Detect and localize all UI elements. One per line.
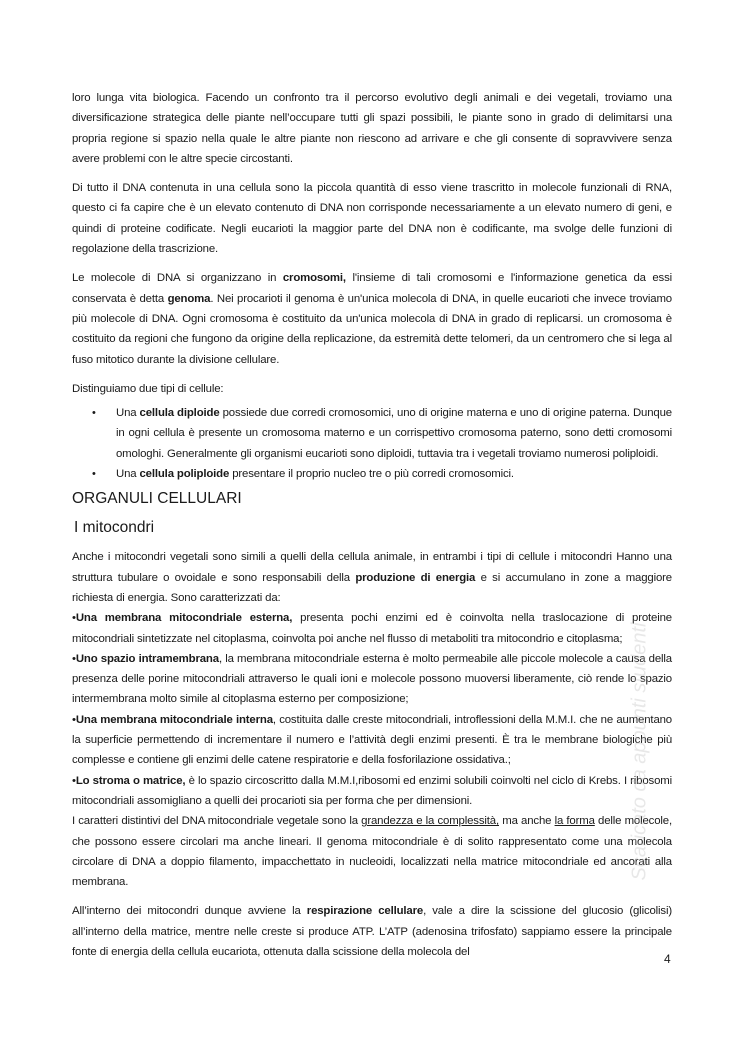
- text-run: All’interno dei mitocondri dunque avviene la: [72, 905, 307, 918]
- text-run: delle molecole, che possono essere circolari ma anche lineari. Il genoma mitocondriale è di solito rappresentato come una molecola circolare di DNA a doppio filamento, impacchettato in nucleoidi, localizzati nella matrice mitocondriale ed ancorati alla membrana.: [72, 815, 672, 889]
- text-run: Una: [116, 468, 140, 481]
- text-run: , la membrana mitocondriale esterna è molto permeabile alle piccole molecole a causa della presenza delle porine mitocondriali attraverso le quali ioni e molecole possono muoversi liberamente, ciò rende lo spazio intermembrana molto simile al citoplasma esterno per composizione;: [72, 652, 672, 706]
- text-run: è lo spazio circoscritto dalla M.M.I,ribosomi ed enzimi solubili coinvolti nel ciclo di Krebs. I ribosomi mitocondriali assomigliano a quelli dei procarioti sia per forma che per dimensioni.: [72, 774, 673, 807]
- bullet-icon: •: [92, 407, 96, 420]
- term-cellula-poliploide: cellula poliploide: [139, 468, 230, 481]
- text-run: , vale a dire la scissione del glucosio (glicolisi) all’interno della matrice, mentre nelle creste si produce ATP. L’ATP (adenosina trifosfato) sappiamo essere la principale fonte di energia della cellula eucariota, ottenuta dalla scissione della molecola del: [72, 905, 673, 958]
- section-heading: ORGANULI CELLULARI: [72, 490, 242, 508]
- paragraph-chromosomes: [72, 268, 672, 369]
- underlined-grandezza: grandezza e la complessità,: [361, 815, 499, 828]
- text-run: ma anche: [499, 815, 555, 828]
- document-page: [72, 88, 672, 971]
- text-run: I caratteri distintivi del DNA mitocondriale vegetale sono la: [72, 815, 362, 828]
- paragraph-respiration: [72, 901, 672, 962]
- term-cellula-diploide: cellula diploide: [139, 407, 220, 420]
- bullet-icon: •: [72, 774, 76, 787]
- text-run: Una: [116, 407, 140, 420]
- bullet-icon: •: [92, 468, 96, 481]
- cell-types-list: [72, 403, 672, 484]
- text-run: Le molecole di DNA si organizzano in: [72, 272, 283, 285]
- term-cromosomi: cromosomi,: [282, 272, 346, 285]
- text-run: , costituita dalle creste mitocondriali, introflessioni della M.M.I. che ne aumentano la superficie permettendo di incrementare il numero e l’attività degli enzimi presenti. È tra le membrane biologiche più complesse e contiene gli enzimi delle catene respiratorie e della fosforilazione ossidativa.;: [72, 713, 672, 767]
- paragraph-evolution: loro lunga vita biologica. Facendo un confronto tra il percorso evolutivo degli animali e dei vegetali, troviamo una diversificazione strategica delle piante nell’occupare tutti gli spazi possibili, le piante sono in grado di delimitarsi una propria regione si spazio nella quale le altre piante non riescono ad arrivare e che gli consente di sopravvivere senza avere problemi con le altre specie circostanti.: [72, 92, 672, 165]
- text-run: . Nei procarioti il genoma è un'unica molecola di DNA, in quelle eucarioti che invece troviamo più molecole di DNA. Ogni cromosoma è costituito da un'unica molecola di DNA in grado di replicarsi. un cromosoma è costituito da regioni che fungono da origine della replicazione, da estremità dette telomeri, da un centromero che si lega al fuso mitotico durante la divisione cellulare.: [72, 292, 672, 366]
- mito-item-intermembrane-space: [72, 649, 672, 710]
- term-produzione-energia: produzione di energia: [355, 571, 476, 584]
- bullet-icon: •: [72, 612, 76, 625]
- text-run: presenta pochi enzimi ed è coinvolta nella traslocazione di proteine mitocondriali sintetizzate nel citoplasma, coinvolta poi anche nel flusso di metaboliti tra mitocondrio e citoplasma;: [72, 612, 672, 645]
- list-item-polyploid: [92, 464, 672, 484]
- text-run: l'insieme di tali cromosomi e l'informazione genetica da essi conservata è detta: [72, 272, 672, 305]
- list-item-diploid: [92, 403, 672, 464]
- paragraph-mitochondria-intro: [72, 547, 672, 608]
- bullet-icon: •: [72, 652, 76, 665]
- mito-item-inner-membrane: [72, 710, 672, 771]
- subsection-heading: I mitocondri: [74, 519, 155, 537]
- page-number: 4: [664, 952, 671, 966]
- paragraph-mito-dna: [72, 811, 672, 892]
- text-run: Anche i mitocondri vegetali sono simili a quelli della cellula animale, in entrambi i tipi di cellule i mitocondri Hanno una struttura tubulare o ovoidale e sono responsabili della: [72, 551, 672, 584]
- bullet-icon: •: [72, 713, 76, 726]
- term-outer-membrane: Una membrana mitocondriale esterna,: [75, 612, 293, 625]
- term-respirazione-cellulare: respirazione cellulare: [306, 905, 424, 918]
- term-inner-membrane: Una membrana mitocondriale interna: [75, 713, 273, 726]
- watermark: Scaricato da appunti studenti: [628, 622, 651, 881]
- term-intermembrane: Uno spazio intramembrana: [75, 652, 219, 665]
- text-run: e si accumulano in zone a maggiore richiesta di energia. Sono caratterizzati da:: [72, 571, 672, 604]
- underlined-forma: la forma: [554, 815, 595, 828]
- text-run: possiede due corredi cromosomici, uno di origine materna e uno di origine paterna. Dunque in ogni cellula è presente un cromosoma materno e un corrispettivo cromosoma paterno, sono detti cromosomi omologhi. Generalmente gli organismi eucarioti sono diploidi, tuttavia tra i vegetali troviamo numerosi poliploidi.: [116, 407, 672, 460]
- term-genoma: genoma: [167, 292, 211, 305]
- mito-item-outer-membrane: [72, 608, 672, 649]
- mito-item-matrix: [72, 771, 672, 812]
- text-run: presentare il proprio nucleo tre o più corredi cromosomici.: [229, 468, 514, 481]
- paragraph-cell-types-intro: Distinguiamo due tipi di cellule:: [72, 382, 224, 395]
- paragraph-dna-transcription: Di tutto il DNA contenuta in una cellula sono la piccola quantità di esso viene trascritto in molecole funzionali di RNA, questo ci fa capire che è un elevato contenuto di DNA non corrisponde necessariamente a un elevato numero di geni, e quindi di proteine codificate. Negli eucarioti la maggior parte del DNA non è codificante, ma svolge delle funzioni di regolazione della trascrizione.: [72, 182, 672, 256]
- term-matrix: Lo stroma o matrice,: [75, 774, 186, 787]
